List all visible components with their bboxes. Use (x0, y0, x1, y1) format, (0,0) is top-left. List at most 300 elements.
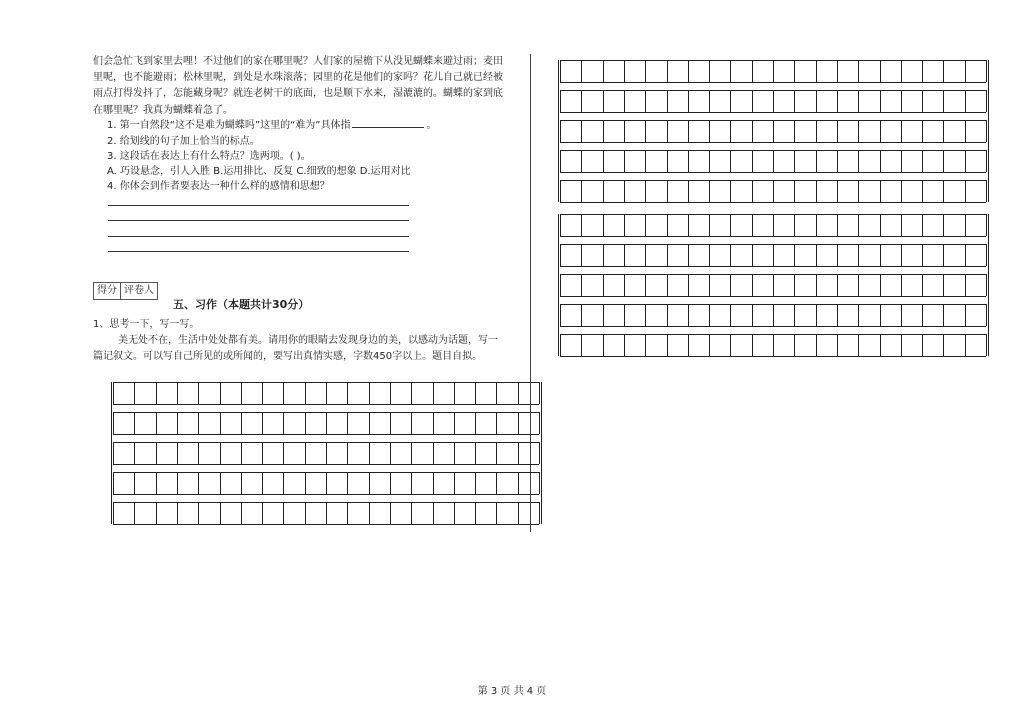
grid-line (603, 150, 604, 172)
grid-line (858, 60, 859, 82)
grid-line (560, 214, 561, 236)
grid-line (816, 274, 817, 296)
grid-line (988, 60, 989, 202)
grid-line (241, 382, 242, 404)
grid-line (880, 60, 881, 82)
grid-line (688, 60, 689, 82)
grid-line (390, 502, 391, 524)
grid-line (113, 464, 539, 465)
grid-line (518, 382, 519, 404)
passage-line: 雨点打得发抖了，怎能藏身呢？就连老树干的底面，也是顺下水来，湿漉漉的。蝴蝶的家到底 (93, 88, 503, 100)
passage-line: 们会急忙飞到家里去哩！不过他们的家在哪里呢？人们家的屋檐下从没见蝴蝶来避过雨；麦田 (93, 56, 503, 67)
grid-line (837, 150, 838, 172)
grid-line (709, 214, 710, 236)
grid-line (560, 304, 561, 326)
grid-line (624, 150, 625, 172)
grid-line (475, 472, 476, 494)
grid-line (645, 334, 646, 356)
grid-line (198, 382, 199, 404)
grid-line (922, 150, 923, 172)
grid-line (624, 214, 625, 236)
grid-line (773, 274, 774, 296)
grid-line (943, 120, 944, 142)
grid-line (986, 244, 987, 266)
grid-line (922, 334, 923, 356)
grid-line (560, 296, 986, 297)
grid-line (347, 502, 348, 524)
grid-line (752, 274, 753, 296)
grid-line (709, 304, 710, 326)
grid-line (858, 334, 859, 356)
grid-line (858, 244, 859, 266)
grid-line (986, 304, 987, 326)
grid-line (305, 412, 306, 434)
grid-line (454, 412, 455, 434)
grid-line (880, 334, 881, 356)
grid-line (326, 472, 327, 494)
grid-line (645, 150, 646, 172)
grid-line (709, 90, 710, 112)
grid-line (901, 334, 902, 356)
grid-line (688, 120, 689, 142)
grid-line (603, 120, 604, 142)
grid-line (560, 82, 986, 83)
grid-line (369, 382, 370, 404)
grid-line (773, 150, 774, 172)
grid-line (794, 60, 795, 82)
grid-line (730, 334, 731, 356)
grid-line (988, 214, 989, 356)
grid-line (603, 60, 604, 82)
grid-line (433, 382, 434, 404)
grid-line (558, 60, 559, 202)
grid-line (943, 214, 944, 236)
grid-line (518, 442, 519, 464)
grid-line (134, 472, 135, 494)
grid-line (111, 382, 112, 524)
grid-line (986, 60, 987, 82)
grid-line (390, 442, 391, 464)
grid-line (603, 90, 604, 112)
grid-line (113, 472, 114, 494)
grid-line (730, 120, 731, 142)
grid-line (177, 382, 178, 404)
grid-line (262, 382, 263, 404)
grid-line (411, 382, 412, 404)
grid-line (560, 180, 561, 202)
grid-line (837, 304, 838, 326)
grid-line (326, 442, 327, 464)
grid-line (539, 382, 540, 404)
grid-line (943, 334, 944, 356)
grid-line (730, 60, 731, 82)
grid-line (326, 382, 327, 404)
grid-line (283, 412, 284, 434)
grid-line (475, 412, 476, 434)
writing-prompt-title: 1、思考一下，写一写。 (93, 319, 200, 330)
grid-line (943, 244, 944, 266)
grid-line (752, 244, 753, 266)
answer-line[interactable] (108, 205, 409, 206)
grid-line (198, 412, 199, 434)
grid-line (773, 334, 774, 356)
grid-line (369, 502, 370, 524)
grid-line (880, 304, 881, 326)
grid-line (390, 412, 391, 434)
grid-line (603, 244, 604, 266)
grid-line (837, 60, 838, 82)
grid-line (624, 334, 625, 356)
grid-line (603, 274, 604, 296)
grid-line (134, 502, 135, 524)
grid-line (581, 90, 582, 112)
grid-line (709, 244, 710, 266)
grid-line (816, 180, 817, 202)
grid-line (688, 244, 689, 266)
grid-line (922, 60, 923, 82)
score-box (93, 282, 158, 300)
writing-grid-right-bottom[interactable] (558, 214, 988, 356)
grid-line (965, 334, 966, 356)
grid-line (773, 304, 774, 326)
grid-line (581, 334, 582, 356)
grid-line (220, 442, 221, 464)
grid-line (730, 90, 731, 112)
question-3: 3. 这段话在表达上有什么特点？选两项。( )。 (107, 151, 311, 162)
grid-line (433, 442, 434, 464)
grid-line (539, 502, 540, 524)
grid-line (560, 90, 561, 112)
grid-line (837, 180, 838, 202)
grid-line (645, 244, 646, 266)
grid-line (220, 382, 221, 404)
grid-line (603, 304, 604, 326)
grid-line (433, 502, 434, 524)
grid-line (965, 90, 966, 112)
grid-line (581, 150, 582, 172)
answer-blank-1[interactable] (352, 119, 424, 128)
grid-line (560, 202, 986, 203)
grid-line (581, 244, 582, 266)
grid-line (922, 180, 923, 202)
grid-line (794, 334, 795, 356)
grid-line (837, 214, 838, 236)
grid-line (709, 150, 710, 172)
grid-line (880, 214, 881, 236)
grid-line (433, 472, 434, 494)
grid-line (773, 180, 774, 202)
grid-line (454, 472, 455, 494)
grid-line (858, 214, 859, 236)
grid-line (198, 472, 199, 494)
grid-line (369, 442, 370, 464)
grid-line (541, 382, 542, 524)
grid-line (965, 150, 966, 172)
grid-line (986, 120, 987, 142)
grid-line (326, 412, 327, 434)
grid-line (624, 60, 625, 82)
grid-line (965, 274, 966, 296)
grid-line (560, 60, 561, 82)
grid-line (752, 90, 753, 112)
grid-line (624, 244, 625, 266)
grid-line (794, 304, 795, 326)
grid-line (730, 180, 731, 202)
grid-line (113, 442, 114, 464)
answer-line[interactable] (108, 236, 409, 237)
grid-line (837, 244, 838, 266)
grid-line (411, 412, 412, 434)
grid-line (752, 60, 753, 82)
grid-line (858, 274, 859, 296)
grid-line (560, 334, 561, 356)
grid-line (986, 90, 987, 112)
grid-line (667, 120, 668, 142)
grid-line (730, 150, 731, 172)
grid-line (134, 412, 135, 434)
grid-line (347, 412, 348, 434)
grid-line (581, 60, 582, 82)
grid-line (773, 214, 774, 236)
grid-line (518, 472, 519, 494)
grid-line (922, 274, 923, 296)
grid-line (241, 442, 242, 464)
question-4: 4. 你体会到作者要表达一种什么样的感情和思想？ (107, 181, 330, 192)
grid-line (411, 442, 412, 464)
grid-line (283, 442, 284, 464)
grid-line (688, 150, 689, 172)
grid-line (667, 304, 668, 326)
grid-line (922, 120, 923, 142)
grid-line (475, 502, 476, 524)
grid-line (880, 90, 881, 112)
grid-line (965, 60, 966, 82)
grid-line (837, 274, 838, 296)
grid-line (347, 442, 348, 464)
grid-line (752, 150, 753, 172)
grid-line (454, 442, 455, 464)
grid-line (688, 334, 689, 356)
grid-line (454, 382, 455, 404)
grid-line (901, 60, 902, 82)
grid-line (581, 120, 582, 142)
grid-line (943, 274, 944, 296)
grid-line (922, 90, 923, 112)
question-1 (107, 119, 436, 133)
grid-line (411, 472, 412, 494)
grid-line (156, 502, 157, 524)
grid-line (454, 502, 455, 524)
grid-line (560, 244, 561, 266)
question-1-text: 1. 第一自然段“这不是难为蝴蝶吗”这里的“难为”具体指 (107, 120, 351, 131)
grid-line (262, 472, 263, 494)
grid-line (177, 442, 178, 464)
grid-line (645, 274, 646, 296)
grid-line (816, 90, 817, 112)
grid-line (347, 382, 348, 404)
grid-line (730, 214, 731, 236)
grid-line (858, 90, 859, 112)
grid-line (390, 472, 391, 494)
grid-line (709, 274, 710, 296)
passage-line: 在哪里呢？我真为蝴蝶着急了。 (93, 104, 233, 116)
grid-line (156, 382, 157, 404)
grid-line (220, 502, 221, 524)
grid-line (581, 304, 582, 326)
grid-line (773, 90, 774, 112)
grid-line (558, 214, 559, 356)
grid-line (794, 274, 795, 296)
answer-line[interactable] (108, 220, 409, 221)
grid-line (667, 244, 668, 266)
grid-line (901, 150, 902, 172)
grid-line (518, 412, 519, 434)
grid-line (688, 214, 689, 236)
grid-line (581, 180, 582, 202)
grid-line (645, 304, 646, 326)
question-3-options: A. 巧设悬念，引人入胜 B.运用排比、反复 C.细致的想象 D.运用对比 (107, 166, 411, 177)
grid-line (752, 304, 753, 326)
grid-line (177, 412, 178, 434)
grid-line (560, 172, 986, 173)
grid-line (752, 334, 753, 356)
grid-line (837, 120, 838, 142)
grid-line (709, 334, 710, 356)
grid-line (283, 502, 284, 524)
grid-line (943, 90, 944, 112)
grid-line (986, 214, 987, 236)
grid-line (880, 274, 881, 296)
grid-line (816, 334, 817, 356)
grid-line (496, 382, 497, 404)
grid-line (837, 334, 838, 356)
grader-label: 评卷人 (124, 285, 154, 296)
grid-line (688, 274, 689, 296)
grid-line (901, 304, 902, 326)
grid-line (624, 90, 625, 112)
grid-line (880, 150, 881, 172)
page-footer: 第 3 页 共 4 页 (477, 686, 547, 697)
grid-line (773, 120, 774, 142)
grid-line (752, 214, 753, 236)
grid-line (943, 150, 944, 172)
grid-line (965, 244, 966, 266)
grid-line (667, 274, 668, 296)
grid-line (134, 382, 135, 404)
grid-line (837, 90, 838, 112)
grid-line (816, 244, 817, 266)
grid-line (560, 326, 986, 327)
grid-line (667, 334, 668, 356)
grid-line (390, 382, 391, 404)
grid-line (667, 60, 668, 82)
question-1-suffix: 。 (426, 120, 437, 131)
grid-line (645, 60, 646, 82)
grid-line (880, 244, 881, 266)
grid-line (560, 356, 986, 357)
grid-line (581, 214, 582, 236)
reading-passage (93, 54, 526, 119)
grid-line (305, 442, 306, 464)
grid-line (794, 244, 795, 266)
grid-line (965, 304, 966, 326)
grid-line (730, 274, 731, 296)
grid-line (241, 502, 242, 524)
grid-line (283, 382, 284, 404)
grid-line (901, 180, 902, 202)
grid-line (347, 472, 348, 494)
grid-line (816, 304, 817, 326)
grid-line (369, 412, 370, 434)
grid-line (198, 502, 199, 524)
grid-line (581, 274, 582, 296)
writing-grid-left[interactable] (111, 382, 541, 524)
grid-line (326, 502, 327, 524)
writing-grid-right-top[interactable] (558, 60, 988, 202)
grid-line (369, 472, 370, 494)
grid-line (496, 442, 497, 464)
grid-line (539, 472, 540, 494)
grid-line (305, 502, 306, 524)
grid-line (794, 90, 795, 112)
grid-line (560, 120, 561, 142)
grid-line (603, 180, 604, 202)
grid-line (305, 472, 306, 494)
grid-line (560, 112, 986, 113)
grid-line (667, 180, 668, 202)
grid-line (965, 120, 966, 142)
grid-line (645, 214, 646, 236)
grid-line (624, 274, 625, 296)
grid-line (305, 382, 306, 404)
writing-prompt-line: 篇记叙文。可以写自己所见的或所闻的，要写出真情实感，字数450字以上。题目自拟。 (93, 351, 483, 362)
grid-line (624, 120, 625, 142)
grid-line (156, 472, 157, 494)
grid-line (156, 442, 157, 464)
grid-line (624, 304, 625, 326)
grid-line (283, 472, 284, 494)
grid-line (560, 142, 986, 143)
grid-line (922, 304, 923, 326)
grid-line (709, 60, 710, 82)
grid-line (624, 180, 625, 202)
grid-line (241, 412, 242, 434)
grid-line (901, 274, 902, 296)
grid-line (901, 244, 902, 266)
grid-line (560, 266, 986, 267)
grid-line (709, 120, 710, 142)
answer-line[interactable] (108, 251, 409, 252)
grid-line (113, 524, 539, 525)
grid-line (688, 180, 689, 202)
grid-line (816, 150, 817, 172)
grid-line (986, 180, 987, 202)
grid-line (177, 502, 178, 524)
grid-line (177, 472, 178, 494)
grid-line (730, 304, 731, 326)
grid-line (858, 150, 859, 172)
grid-line (518, 502, 519, 524)
grid-line (667, 90, 668, 112)
grid-line (986, 334, 987, 356)
question-2: 2. 给划线的句子加上恰当的标点。 (107, 136, 260, 147)
grid-line (496, 472, 497, 494)
grid-line (901, 120, 902, 142)
grid-line (688, 90, 689, 112)
grid-line (986, 150, 987, 172)
grid-line (730, 244, 731, 266)
grid-line (134, 442, 135, 464)
